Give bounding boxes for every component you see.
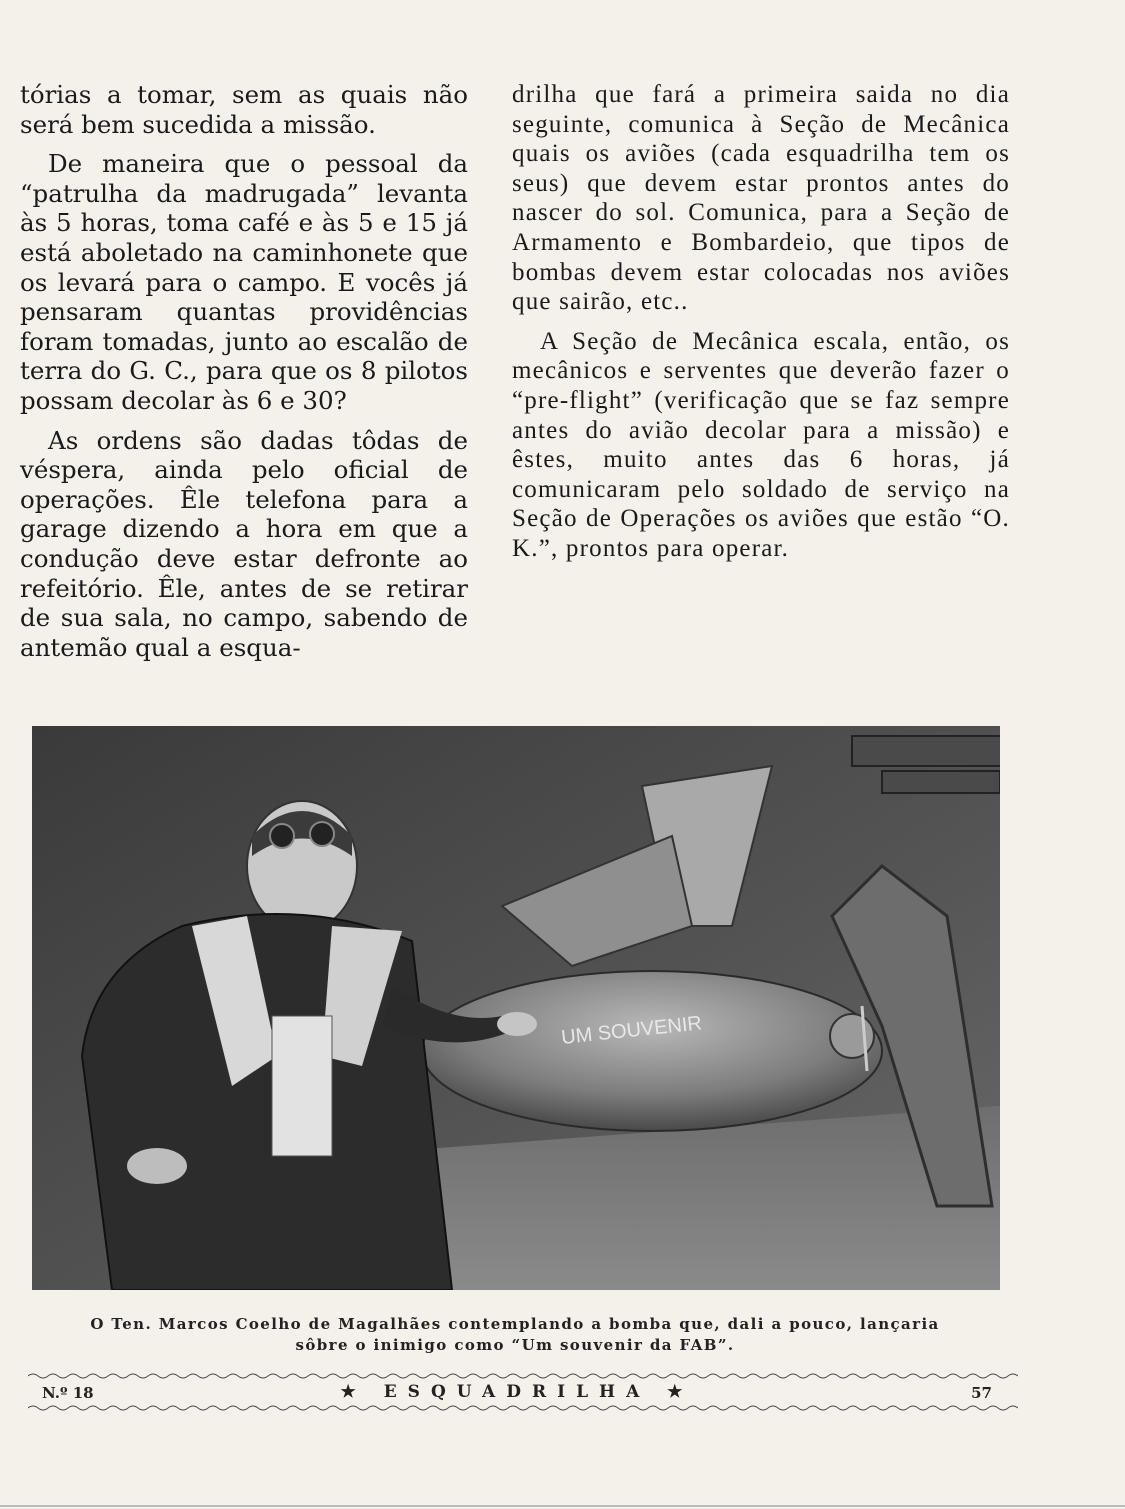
footer-bottom-rule <box>28 1404 1018 1412</box>
paragraph-continuation: tórias a tomar, sem as quais não será bem sucedida a missão. <box>20 80 468 139</box>
pilot-bomb-photo <box>32 726 1000 1290</box>
page-footer <box>42 1382 992 1406</box>
life-vest <box>272 1016 332 1156</box>
goggles-left <box>270 824 294 848</box>
magazine-title: ★ ESQUADRILHA ★ <box>340 1382 694 1402</box>
page-edge-rule <box>0 1505 1125 1507</box>
bomb-body <box>422 971 882 1131</box>
page-number: 57 <box>971 1384 992 1402</box>
footer-top-rule <box>28 1372 1018 1380</box>
pilot-jacket <box>82 914 452 1290</box>
caption-line-1: O Ten. Marcos Coelho de Magalhães contemplando a bomba que, dali a pouco, lançaria <box>90 1315 940 1333</box>
issue-number: N.º 18 <box>42 1384 94 1402</box>
paragraph-secao-mecanica: A Seção de Mecânica escala, então, os mecânicos e serventes que deverão fazer o “pre-flight” (verificação que se faz sempre antes do avião decolar para a missão) e êstes, muito antes das 6 horas, já comunicaram pelo soldado de serviço na Seção de Operações os aviões que estão “O. K.”, prontos para operar. <box>512 327 1010 562</box>
pilot-hand <box>497 1012 537 1036</box>
photo-caption <box>40 1314 990 1356</box>
right-text-column <box>512 80 1010 574</box>
photo-illustration <box>32 726 1000 1290</box>
pilot-hand-hip <box>127 1148 187 1184</box>
paragraph-patrulha: De maneira que o pessoal da “patrulha da madrugada” levanta às 5 horas, toma café e às 5 e 15 já está aboletado na caminhonete que os levará para o campo. E vocês já pensaram quantas providências foram tomadas, junto ao escalão de terra do G. C., para que os 8 pilotos possam decolar às 6 e 30? <box>20 149 468 415</box>
goggles-right <box>310 822 334 846</box>
paragraph-ordens: As ordens são dadas tôdas de véspera, ainda pelo oficial de operações. Êle telefona para a garage dizendo a hora em que a condução deve estar defronte ao refeitório. Êle, antes de se retirar de sua sala, no campo, sabendo de antemão qual a esqua- <box>20 425 468 662</box>
bomb-fuse <box>830 1014 874 1058</box>
bomb-inscription: UM SOUVENIR <box>560 1012 703 1049</box>
paragraph-esquadrilha: drilha que fará a primeira saida no dia seguinte, comunica à Seção de Mecânica quais os aviões (cada esquadrilha tem os seus) que devem estar prontos antes do nascer do sol. Comunica, para a Seção de Armamento e Bombardeio, que tipos de bombas devem estar colocadas nos aviões que sairão, etc.. <box>512 81 1010 316</box>
caption-line-2: sôbre o inimigo como “Um souvenir da FAB”. <box>295 1336 735 1354</box>
left-text-column <box>20 80 468 672</box>
